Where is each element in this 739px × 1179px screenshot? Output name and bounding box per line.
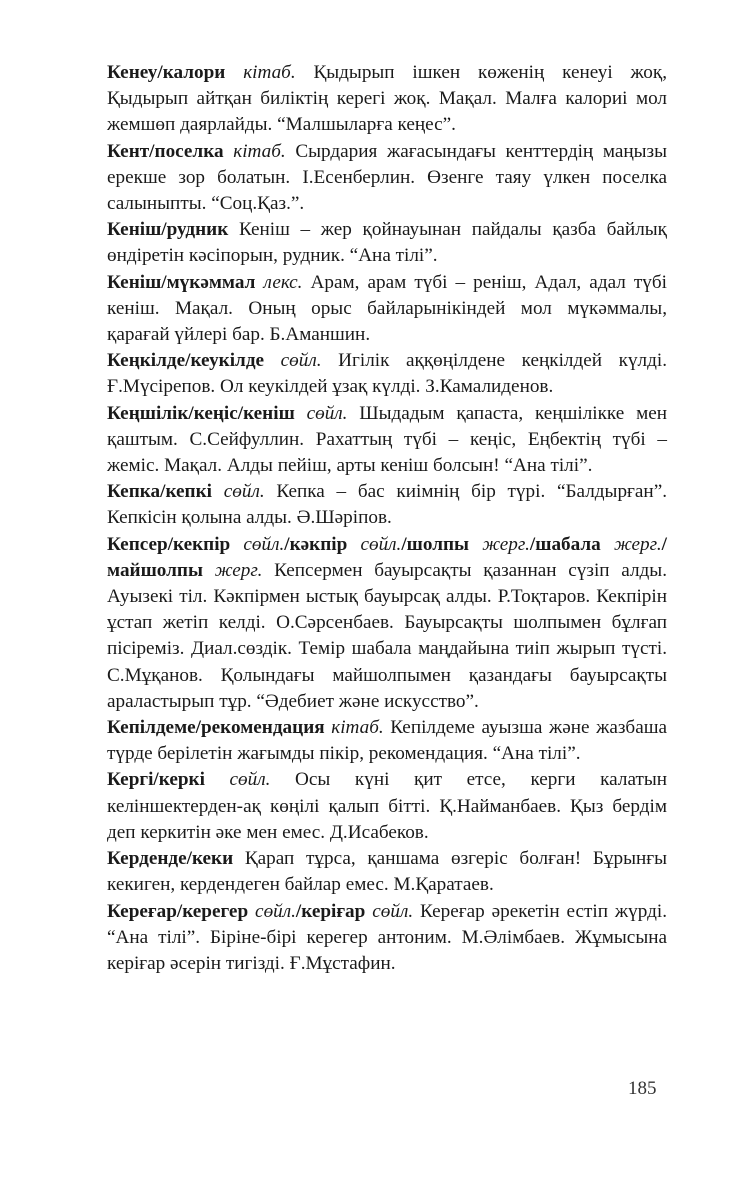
entry-kepser [107, 532, 667, 715]
usage-label: кітаб. [243, 62, 296, 83]
usage-label: сөйл. [306, 402, 348, 424]
usage-label: сөйл. [223, 481, 265, 503]
usage-label: сөйл. [280, 350, 322, 372]
usage-label: жерг. [482, 533, 530, 555]
headword: Кенеу/калори [107, 62, 226, 83]
entry-kent [107, 139, 667, 218]
usage-label: кітаб. [233, 140, 286, 162]
entry-kenshilik [107, 401, 667, 480]
headword: Кент/поселка [107, 140, 224, 162]
usage-label: сөйл. [229, 769, 271, 791]
entry-text: Игілік аққөңілдене кеңкілдей күлді. Ғ.Мүсірепов. Ол кеукілдей ұзақ күлді. З.Камалиденов. [107, 350, 668, 398]
entry-text: Кепілдеме ауызша және жазбаша түрде берілетін жағымды пікір, рекомендация. “Ана тілі”. [107, 717, 668, 765]
headword: Кепілдеме/рекомендация [107, 717, 325, 739]
usage-label: сөйл. [372, 900, 414, 922]
headword: Кепка/кепкі [107, 481, 212, 503]
entry-kepildeme [107, 715, 667, 767]
headword: Кеніш/мүкәммал [107, 271, 256, 293]
headword: Кеңшілік/кеңіс/кеніш [107, 402, 295, 424]
entry-kepka [107, 479, 667, 531]
usage-label: сөйл. [255, 900, 296, 922]
entry-text: Кепсермен бауырсақты қазаннан сүзіп алды. Ауызекі тіл. Кәкпірмен ыстық бауырсақ алды. Р.Тоқтаров. Кекпірін ұстап жетіп келді. О.Сәрсенбаев. Бауырсақты шолпымен бұлғап пісіреміз. Диал.сөздік. Темір шабала маңдайына тиіп жырып түсті. С.Мұқанов. Қолындағы майшолпымен қазандағы бауырсақты араластырып тұр. “Әдебиет және искусство”. [107, 559, 667, 712]
headword: Кергі/керкі [107, 769, 205, 791]
headword-variant: /шабала [529, 533, 601, 555]
entry-keregar [107, 899, 667, 978]
entry-text: Арам, арам түбі – реніш, Адал, адал түбі кеніш. Мақал. Оның орыс байларынікіндей мол мүкәммалы, қарағай үйлері бар. Б.Аманшин. [107, 271, 667, 346]
entry-text: Осы күні қит етсе, керги калатын келіншектерден-ақ көңілі қалып бітті. Қ.Найманбаев. Қыз бердім деп керкитін әке мен емес. Д.Исабеков. [107, 769, 668, 843]
usage-label: сөйл. [360, 533, 402, 555]
entry-text: Кепка – бас киімнің бір түрі. “Балдырған”. Кепкісін қолына алды. Ә.Шәріпов. [107, 481, 668, 529]
headword-variant: /керіғар [295, 900, 366, 922]
entry-text: Қарап тұрса, қаншама өзгеріс болған! Бұрынғы кекиген, кердендеген байлар емес. М.Қаратаев. [107, 848, 667, 896]
usage-label: лекс. [263, 271, 303, 293]
headword: Кеніш/рудник [107, 219, 229, 241]
entry-kenish [107, 217, 667, 269]
entry-text: Кеніш – жер қойнауынан пайдалы қазба байлық өндіретін кәсіпорын, рудник. “Ана тілі”. [107, 219, 667, 267]
entry-text: Кереғар әрекетін естіп жүрді. “Ана тілі”. Біріне-бірі керегер антоним. М.Әлімбаев. Жұмысына керіғар әсерін тигізді. Ғ.Мұстафин. [107, 900, 668, 974]
entry-text: Шыдадым қапаста, кеңшілікке мен қаштым. С.Сейфуллин. Рахаттың түбі – кеңіс, Еңбектің түбі – жеміс. Мақал. Алды пейіш, арты кеніш болсын! “Ана тілі”. [107, 402, 667, 477]
entry-text: Қыдырып ішкен көженің кенеуі жоқ, Қыдырып айтқан биліктің керегі жоқ. Мақал. Малға калориі мол жемшөп даярлайды. “Малшыларға кеңес”. [107, 62, 668, 136]
dictionary-page [107, 60, 667, 977]
usage-label: жерг. [214, 559, 263, 581]
entry-text: Сырдария жағасындағы кенттердің маңызы ерекше зор болатын. І.Есенберлин. Өзенге таяу үлкен поселка салыныпты. “Соц.Қаз.”. [107, 140, 667, 215]
entry-kergi [107, 767, 667, 846]
headword: Керденде/кеки [107, 848, 234, 870]
entry-kerdende [107, 846, 667, 898]
usage-label: жерг. [613, 533, 662, 555]
entry-keneu [107, 60, 667, 139]
page-number: 185 [628, 1078, 657, 1099]
entry-kenish-mukammal [107, 270, 667, 349]
headword-variant: /кәкпір [284, 533, 348, 555]
headword-variant: /шолпы [401, 533, 470, 555]
headword: Кепсер/кекпір [107, 533, 231, 555]
headword: Кеңкілде/кеукілде [107, 350, 265, 372]
usage-label: сөйл. [243, 533, 285, 555]
headword: Кереғар/керегер [107, 900, 249, 922]
usage-label: кітаб. [331, 717, 384, 739]
headword-variant: /майшолпы [107, 533, 668, 581]
entry-kenkilde [107, 348, 667, 400]
